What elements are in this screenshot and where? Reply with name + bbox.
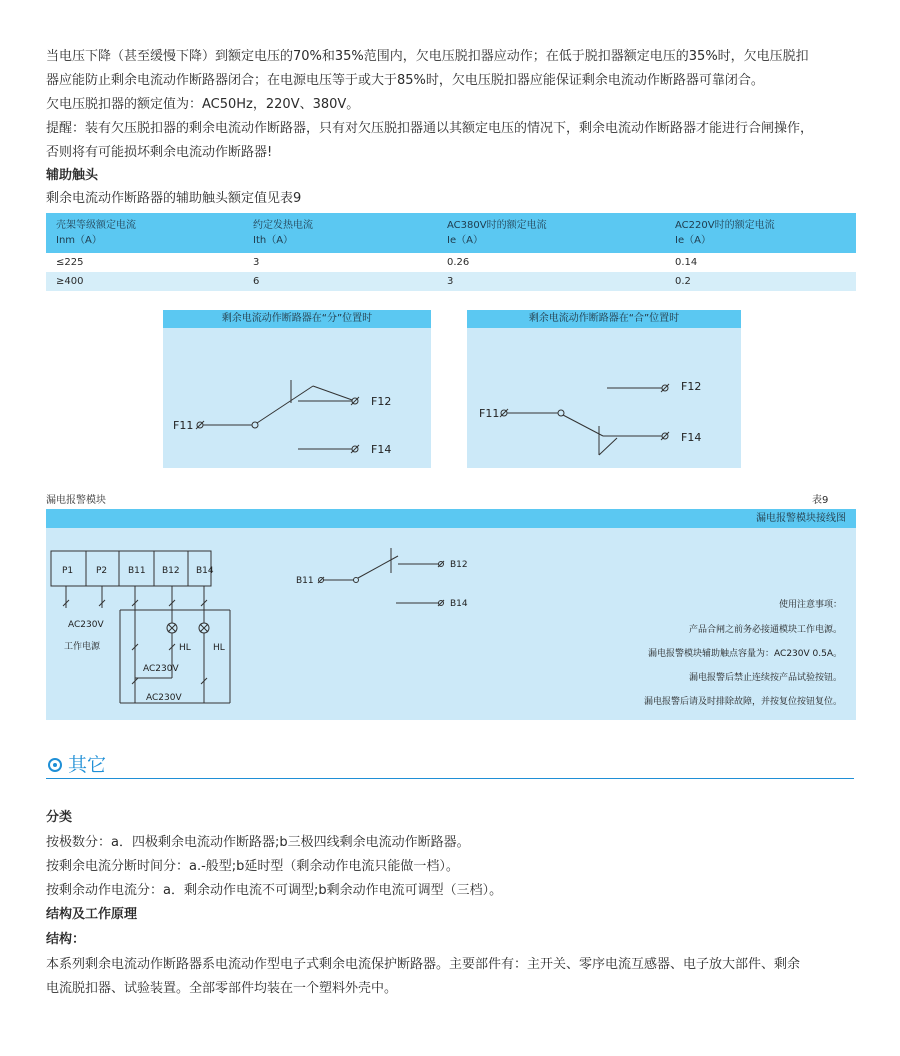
table-row (46, 253, 856, 272)
terminal-p2: P2 (96, 566, 108, 576)
classification-heading: 分类 (46, 810, 73, 825)
classification-item: 按剩余电流分断时间分：a.-般型;b延时型（剩余动作电流只能做一档）。 (46, 859, 459, 874)
label-f12: F12 (681, 380, 702, 393)
label-f12: F12 (371, 395, 392, 408)
terminal-b11: B11 (128, 566, 146, 576)
section-title-other: 其它 (68, 754, 107, 776)
reminder-line-2: 否则将有可能损坏剩余电流动作断路器! (46, 145, 273, 160)
intro-rating: 欠电压脱扣器的额定值为：AC50Hz，220V、380V。 (46, 97, 360, 112)
closed-contact-diagram (467, 328, 741, 468)
intro-line-2: 器应能防止剩余电流动作断路器闭合；在电源电压等于或大于85%时，欠电压脱扣器应能保证剩余电流动作断路器可靠闭合。 (46, 73, 764, 88)
aux-desc: 剩余电流动作断路器的辅助触头额定值见表9 (46, 191, 302, 206)
label-ac230v-1: AC230V (143, 664, 179, 674)
label-hl-2: HL (213, 643, 225, 653)
col-header: 壳架等级额定电流 Inm（A） (56, 220, 136, 246)
terminal-b14: B14 (196, 566, 214, 576)
col-header: AC380V时的额定电流 Ie（A） (447, 220, 547, 246)
label-ac230v-power: AC230V (68, 620, 104, 630)
col-header: AC220V时的额定电流 Ie（A） (675, 220, 775, 246)
label-hl-1: HL (179, 643, 191, 653)
structure-line-1: 本系列剩余电流动作断路器系电流动作型电子式剩余电流保护断路器。主要部件有：主开关、零序电流互感器、电子放大部件、剩余 (46, 957, 801, 972)
notes-title: 使用注意事项： (778, 600, 842, 610)
diagram-open-position (163, 310, 431, 468)
intro-line-1: 当电压下降（甚至缓慢下降）到额定电压的70%和35%范围内，欠电压脱扣器应动作；在低于脱扣器额定电压的35%时，欠电压脱扣 (46, 49, 809, 64)
table-cell: ≤225 (56, 257, 84, 268)
note-item: 漏电报警模块辅助触点容量为：AC230V 0.5A。 (648, 649, 842, 659)
label-ac230v-2: AC230V (146, 693, 182, 703)
table-cell: 6 (253, 276, 260, 287)
terminal-p1: P1 (62, 566, 74, 576)
table-cell: 3 (253, 257, 260, 268)
label-f14: F14 (371, 443, 392, 456)
table-number: 表9 (812, 495, 829, 506)
table-cell: 3 (447, 276, 454, 287)
classification-item: 按极数分：a．四极剩余电流动作断路器;b三极四线剩余电流动作断路器。 (46, 835, 470, 850)
label-power-supply: 工作电源 (64, 642, 101, 652)
terminal-b12: B12 (162, 566, 180, 576)
note-item: 漏电报警后请及时排除故障，并按复位按钮复位。 (643, 697, 842, 707)
table-cell: 0.14 (675, 257, 698, 268)
table-cell: 0.2 (675, 276, 691, 287)
table-row (46, 272, 856, 291)
section-divider (46, 778, 854, 779)
panel-title: 剩余电流动作断路器在“合”位置时 (467, 310, 741, 328)
col-header: 约定发热电流 Ith（A） (253, 220, 313, 246)
table-header (46, 213, 856, 253)
reminder-line-1: 提醒：装有欠压脱扣器的剩余电流动作断路器，只有对欠压脱扣器通以其额定电压的情况下，剩余电流动作断路器才能进行合闸操作， (46, 121, 814, 136)
label-b12: B12 (450, 560, 468, 570)
label-b14: B14 (450, 599, 468, 609)
structure-heading: 结构及工作原理 (46, 907, 138, 922)
table-cell: ≥400 (56, 276, 84, 287)
structure-subheading: 结构： (46, 932, 86, 947)
panel-title: 剩余电流动作断路器在“分”位置时 (163, 310, 431, 328)
table-cell: 0.26 (447, 257, 470, 268)
aux-heading: 辅助触头 (46, 168, 99, 183)
diagram-closed-position (467, 310, 741, 468)
alarm-module-label: 漏电报警模块 (46, 495, 106, 506)
structure-line-2: 电流脱扣器、试验装置。全部零部件均装在一个塑料外壳中。 (46, 981, 398, 996)
panel-title: 漏电报警模块接线图 (46, 509, 856, 528)
label-f14: F14 (681, 431, 702, 444)
note-item: 漏电报警后禁止连续按产品试验按钮。 (688, 673, 842, 683)
open-contact-diagram (163, 328, 431, 468)
alarm-wiring-panel (46, 509, 856, 720)
note-item: 产品合闸之前务必接通模块工作电源。 (688, 625, 842, 635)
label-f11: F11 (173, 419, 194, 432)
bullseye-icon (48, 758, 62, 772)
classification-item: 按剩余动作电流分：a．剩余动作电流不可调型;b剩余动作电流可调型（三档）。 (46, 883, 503, 898)
aux-rating-table (46, 213, 856, 291)
alarm-wiring-diagram (46, 528, 856, 720)
label-b11: B11 (296, 576, 314, 586)
label-f11: F11 (479, 407, 500, 420)
